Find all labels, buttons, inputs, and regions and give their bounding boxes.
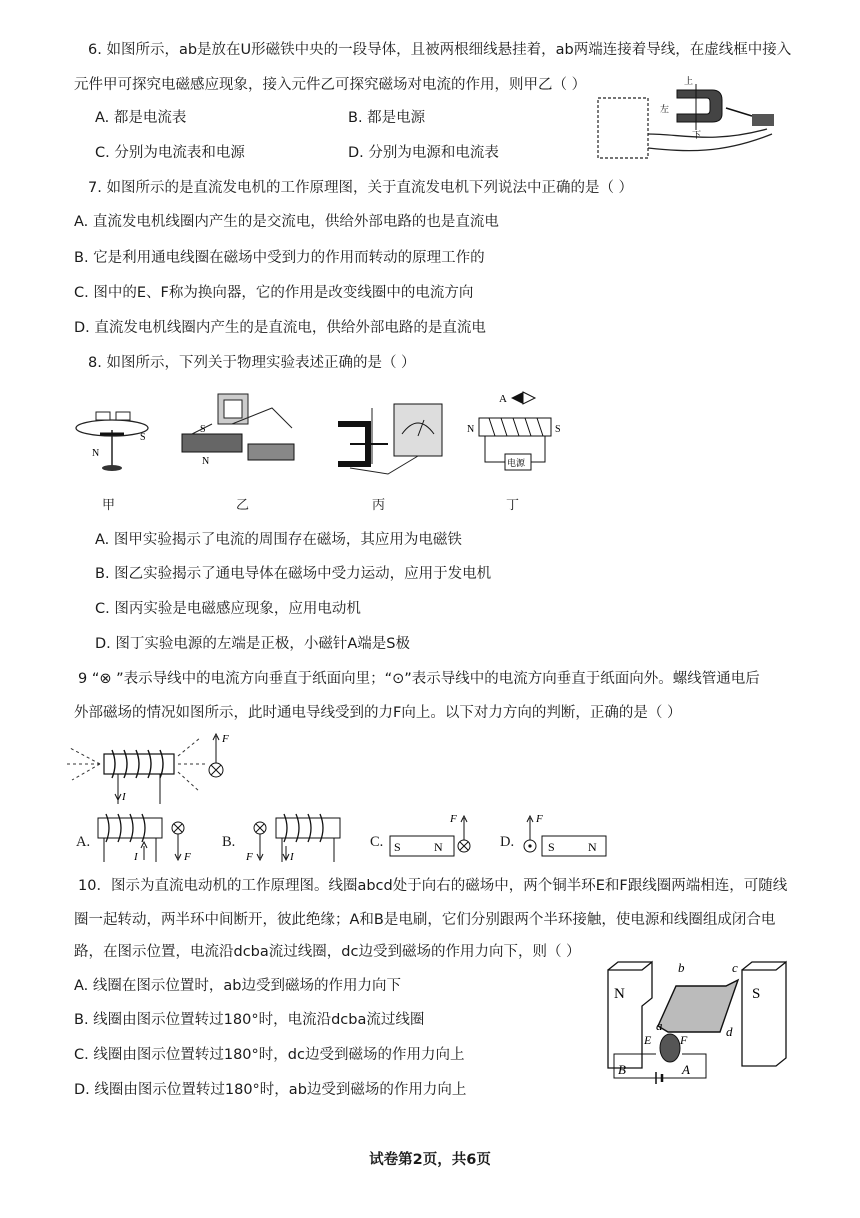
- q8-caption-ding: 丁: [506, 498, 520, 513]
- q10-option-c: C. 线圈由图示位置转过180°时，dc边受到磁场的作用力向上: [74, 1047, 465, 1063]
- q10-option-a: A. 线圈在图示位置时，ab边受到磁场的作用力向下: [74, 978, 401, 994]
- q7-stem: 7. 如图所示的是直流发电机的工作原理图，关于直流发电机下列说法中正确的是（ ）: [88, 180, 634, 196]
- q9-c-label-s: S: [394, 840, 401, 854]
- q9-fig-label-i: I: [122, 791, 126, 803]
- q9-c-label-f: F: [450, 813, 457, 825]
- q9-d-label-f: F: [536, 813, 543, 825]
- q8-option-a: A. 图甲实验揭示了电流的周围存在磁场，其应用为电磁铁: [95, 532, 462, 548]
- q8-jia-n: N: [92, 448, 100, 459]
- q10-option-d: D. 线圈由图示位置转过180°时，ab边受到磁场的作用力向上: [74, 1082, 467, 1098]
- q9-option-b-figure: [240, 806, 350, 864]
- q9-b-label-f: F: [246, 851, 253, 863]
- q9-fig-label-f: F: [222, 733, 229, 745]
- q10-label-n: N: [614, 986, 625, 1002]
- q8-option-d: D. 图丁实验电源的左端是正极，小磁针A端是S极: [95, 636, 411, 652]
- q6-figure-magnet: [592, 74, 782, 164]
- q7-option-b: B. 它是利用通电线圈在磁场中受到力的作用而转动的原理工作的: [74, 250, 485, 266]
- q9-stem-line1: 9 “⊗ ”表示导线中的电流方向垂直于纸面向里；“⊙”表示导线中的电流方向垂直于纸面向外。螺线管通电后: [78, 671, 760, 687]
- q9-a-label-i: I: [134, 851, 138, 863]
- q9-option-d-figure: [518, 810, 610, 860]
- q10-figure-motor: [602, 958, 792, 1084]
- q10-label-f: F: [680, 1033, 688, 1047]
- q10-stem-line2: 圈一起转动，两半环中间断开，彼此绝缘；A和B是电刷，它们分别跟两个半环接触，使电源和线圈组成闭合电: [74, 912, 776, 928]
- q7-option-a: A. 直流发电机线圈内产生的是交流电，供给外部电路的也是直流电: [74, 214, 499, 230]
- q6-option-d: D. 分别为电源和电流表: [348, 145, 499, 161]
- q6-option-c: C. 分别为电流表和电源: [95, 145, 245, 161]
- q10-option-b: B. 线圈由图示位置转过180°时，电流沿dcba流过线圈: [74, 1012, 425, 1028]
- q10-label-brush-b: B: [618, 1062, 626, 1077]
- q8-figure-ding: [465, 388, 575, 486]
- q10-label-b: b: [678, 960, 685, 975]
- q8-caption-jia: 甲: [102, 498, 116, 513]
- q8-ding-a: A: [499, 393, 507, 405]
- q9-option-c-figure: [388, 810, 478, 860]
- q9-option-d-letter: D.: [500, 834, 515, 850]
- q9-b-label-i: I: [290, 851, 294, 863]
- q9-option-b-letter: B.: [222, 834, 236, 850]
- q6-label-down: 下: [692, 130, 702, 140]
- q8-figure-jia: [70, 400, 160, 480]
- q8-ding-power: 电源: [507, 458, 526, 468]
- q10-stem-line1: 10．图示为直流电动机的工作原理图。线圈abcd处于向右的磁场中，两个铜半环E和F跟线圈两端相连，可随线: [78, 878, 788, 894]
- q9-d-label-n: N: [588, 840, 597, 854]
- q6-option-a: A. 都是电流表: [95, 110, 187, 126]
- q9-d-label-s: S: [548, 840, 555, 854]
- q10-label-c: c: [732, 960, 738, 975]
- q8-option-c: C. 图丙实验是电磁感应现象，应用电动机: [95, 601, 361, 617]
- q10-label-s: S: [752, 986, 761, 1002]
- q8-figure-yi: [172, 388, 312, 483]
- q6-stem-line2: 元件甲可探究电磁感应现象，接入元件乙可探究磁场对电流的作用，则甲乙（ ）: [74, 77, 587, 93]
- q7-option-d: D. 直流发电机线圈内产生的是直流电，供给外部电路的是直流电: [74, 320, 486, 336]
- q9-c-label-n: N: [434, 840, 443, 854]
- q6-label-left: 左: [660, 104, 670, 114]
- q8-caption-bing: 丙: [372, 498, 386, 513]
- q9-option-c-letter: C.: [370, 834, 384, 850]
- q7-option-c: C. 图中的E、F称为换向器，它的作用是改变线圈中的电流方向: [74, 285, 474, 301]
- q8-yi-n: N: [202, 456, 210, 467]
- q9-option-a-figure: [94, 806, 204, 864]
- q10-stem-line3: 路，在图示位置，电流沿dcba流过线圈，dc边受到磁场的作用力向下，则（ ）: [74, 944, 581, 960]
- page-footer: 试卷第2页，共6页: [369, 1152, 491, 1168]
- q6-option-b: B. 都是电源: [348, 110, 426, 126]
- q8-stem: 8. 如图所示，下列关于物理实验表述正确的是（ ）: [88, 355, 416, 371]
- q8-caption-yi: 乙: [236, 498, 250, 513]
- q9-option-a-letter: A.: [76, 834, 91, 850]
- q10-label-d: d: [726, 1024, 733, 1039]
- q8-option-b: B. 图乙实验揭示了通电导体在磁场中受力运动，应用于发电机: [95, 566, 492, 582]
- q10-label-e: E: [644, 1033, 652, 1047]
- q6-label-up: 上: [684, 76, 694, 86]
- q8-yi-s: S: [200, 424, 206, 435]
- q8-jia-s: S: [140, 432, 146, 443]
- q8-figure-bing: [328, 394, 448, 484]
- q8-ding-n: N: [467, 424, 475, 435]
- q9-a-label-f: F: [184, 851, 191, 863]
- q9-figure-solenoid: [60, 728, 240, 808]
- q6-stem-line1: 6. 如图所示，ab是放在U形磁铁中央的一段导体，且被两根细线悬挂着，ab两端连接着导线，在虚线框中接入: [88, 42, 792, 58]
- q10-label-brush-a: A: [682, 1062, 690, 1077]
- q8-ding-s: S: [555, 424, 561, 435]
- q9-stem-line2: 外部磁场的情况如图所示，此时通电导线受到的力F向上。以下对力方向的判断，正确的是（ ）: [74, 705, 682, 721]
- q10-label-a: a: [656, 1018, 663, 1033]
